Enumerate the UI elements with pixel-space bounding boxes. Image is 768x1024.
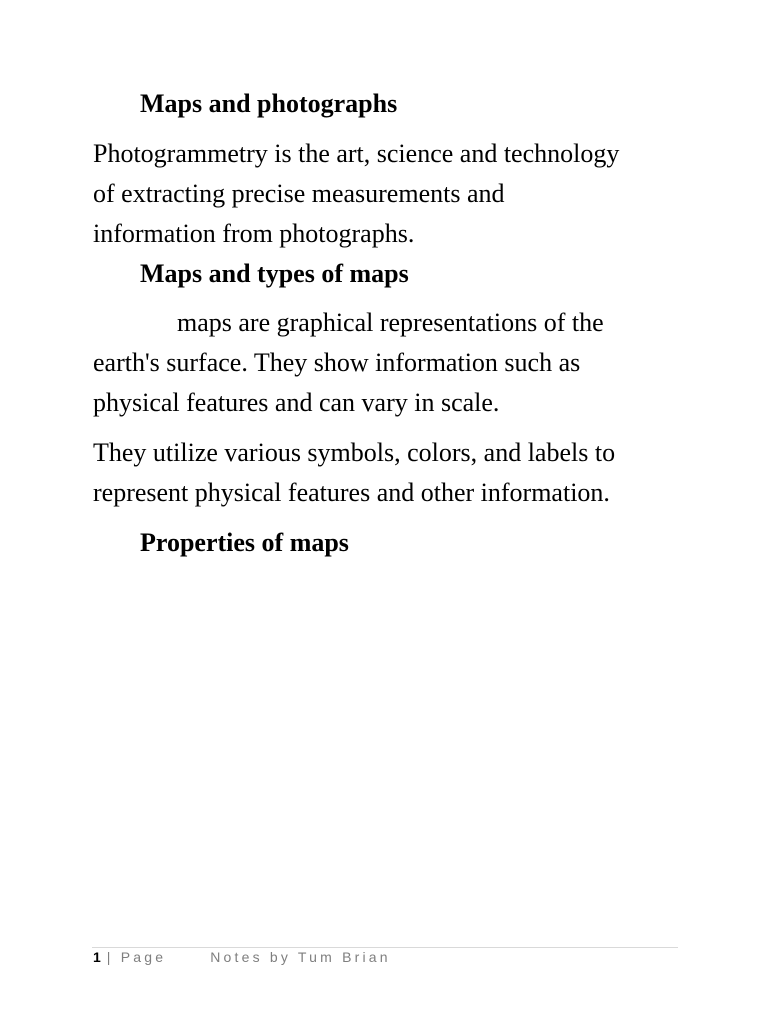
paragraph-line: represent physical features and other information.	[93, 478, 610, 507]
paragraph-line: Photogrammetry is the art, science and technology	[93, 139, 620, 168]
paragraph-line: They utilize various symbols, colors, and labels to	[93, 438, 616, 467]
footer-divider	[92, 947, 678, 948]
page-footer	[93, 949, 391, 965]
paragraph-map-symbols	[93, 433, 683, 513]
footer-page-label: | Page	[106, 949, 167, 965]
paragraph-line: of extracting precise measurements and	[93, 179, 505, 208]
paragraph-line: earth's surface. They show information such as	[93, 348, 581, 377]
paragraph-photogrammetry	[93, 134, 683, 254]
paragraph-maps-definition	[93, 303, 683, 423]
paragraph-line: physical features and can vary in scale.	[93, 388, 500, 417]
paragraph-line: maps are graphical representations of the	[177, 308, 604, 337]
paragraph-line: information from photographs.	[93, 219, 415, 248]
footer-page-number: 1	[93, 949, 101, 965]
section-heading-properties-of-maps: Properties of maps	[140, 528, 349, 557]
footer-author: Notes by Tum Brian	[210, 949, 391, 965]
section-heading-maps-and-types: Maps and types of maps	[140, 259, 409, 288]
section-heading-maps-and-photographs: Maps and photographs	[140, 89, 398, 118]
